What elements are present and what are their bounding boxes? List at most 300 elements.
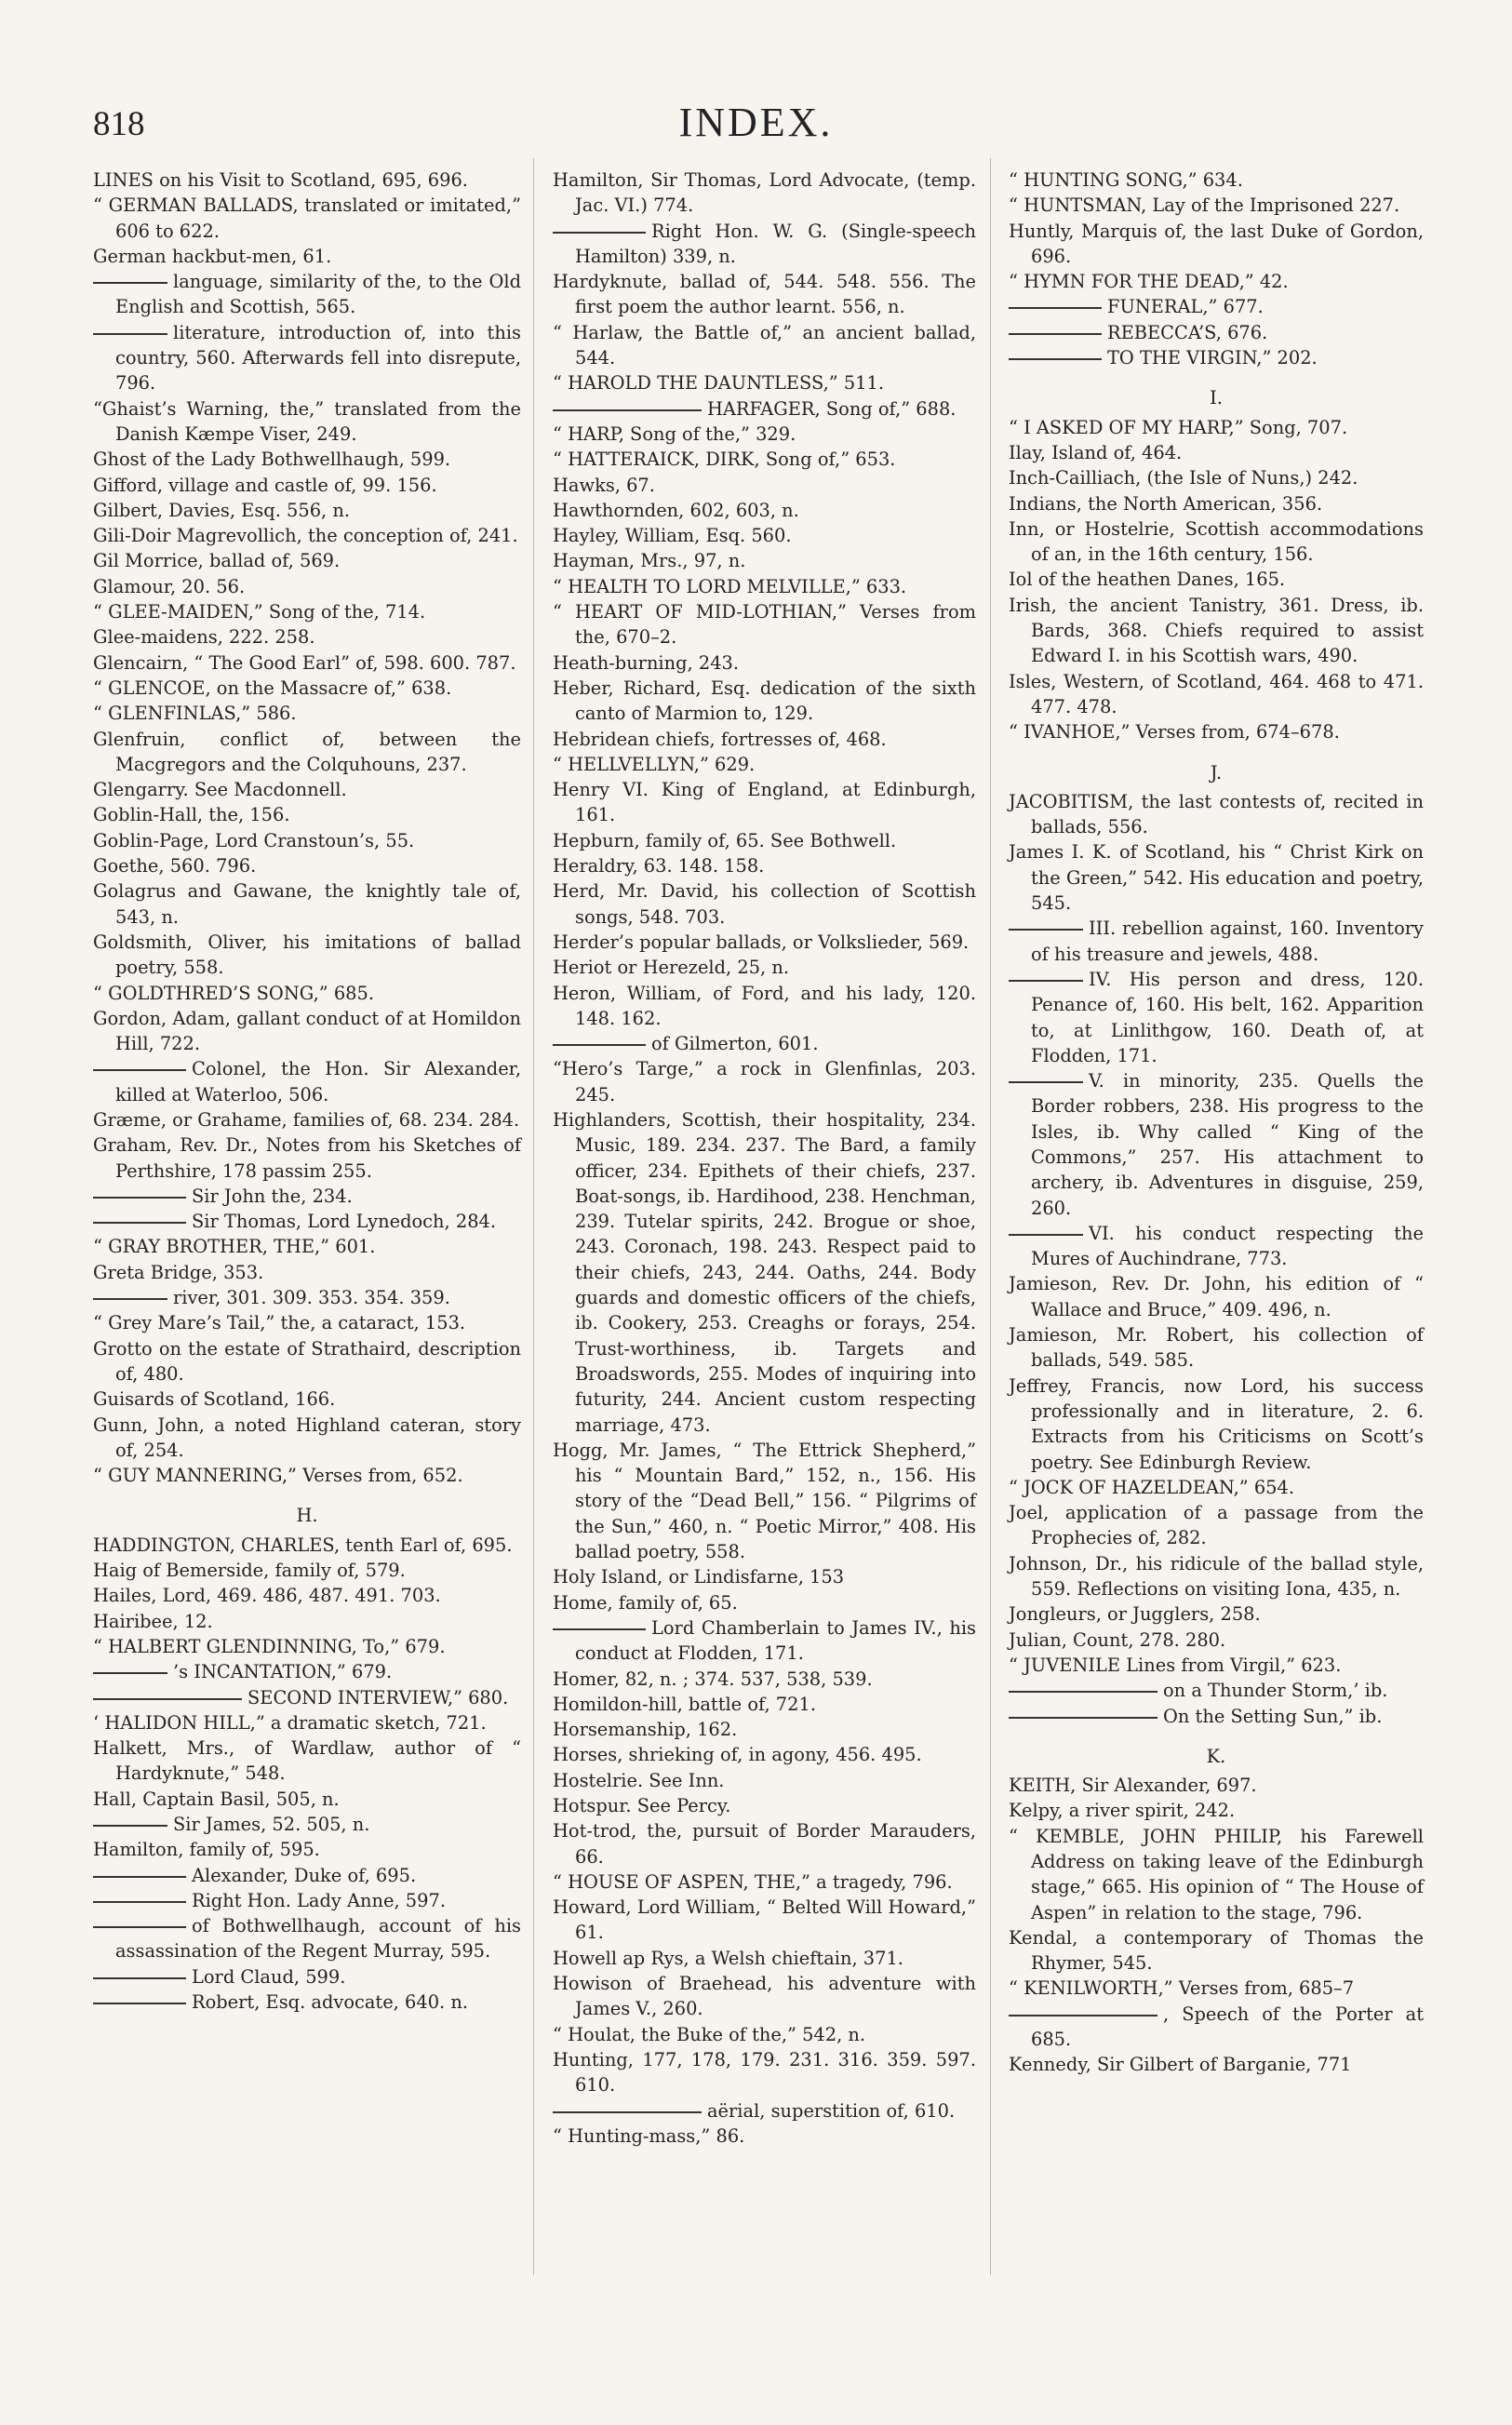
index-entry — [553, 523, 976, 548]
index-entry — [93, 1463, 521, 1488]
entry-text: “ GLENFINLAS,” 586. — [93, 703, 297, 725]
entry-text: river, 301. 309. 353. 354. 359. — [173, 1287, 450, 1309]
entry-text: Isles, Western, of Scotland, 464. 468 to 471. 477. 478. — [1009, 670, 1424, 717]
entry-text: J. — [1210, 761, 1223, 784]
ditto-dash — [93, 1698, 242, 1700]
page-number: 818 — [93, 105, 145, 143]
ditto-dash — [93, 282, 167, 284]
index-entry — [93, 599, 521, 624]
ditto-dash — [1009, 2015, 1157, 2016]
index-column-3 — [1009, 167, 1424, 2078]
entry-text: Goblin-Page, Lord Cranstoun’s, 55. — [93, 829, 415, 851]
index-entry — [93, 1533, 521, 1558]
entry-text: Gili-Doir Magrevollich, the conception of, 241. — [93, 525, 518, 547]
entry-text: Home, family of, 65. — [553, 1591, 738, 1614]
index-entry — [1009, 1475, 1424, 1500]
entry-text: ’s INCANTATION,” 679. — [173, 1661, 393, 1683]
entry-text: “ HUNTING SONG,” 634. — [1009, 169, 1243, 191]
index-entry — [1009, 669, 1424, 720]
entry-text: Kelpy, a river spirit, 242. — [1009, 1800, 1236, 1822]
index-entry — [553, 853, 976, 878]
entry-text: H. — [296, 1505, 318, 1527]
entry-text: Gunn, John, a noted Highland cateran, story of, 254. — [93, 1413, 521, 1461]
entry-text: Hostelrie. See Inn. — [553, 1769, 725, 1791]
entry-text: Henry VI. King of England, at Edinburgh, 161. — [553, 779, 976, 826]
index-entry — [1009, 465, 1424, 490]
index-entry — [1009, 916, 1424, 967]
index-entry — [553, 396, 976, 422]
index-entry — [553, 1667, 976, 1692]
entry-text: “ HELLVELLYN,” 629. — [553, 753, 756, 775]
entry-text: VI. his conduct respecting the Mures of Auchindrane, 773. — [1031, 1222, 1424, 1270]
index-entry — [553, 650, 976, 676]
ditto-dash — [1009, 333, 1102, 335]
entry-text: “Hero’s Targe,” a rock in Glenfinlas, 203. 245. — [553, 1058, 976, 1105]
index-entry — [553, 930, 976, 955]
entry-text: “ HARP, Song of the,” 329. — [553, 422, 796, 445]
entry-text: Glamour, 20. 56. — [93, 575, 246, 597]
index-entry — [1009, 1773, 1424, 1798]
ditto-dash — [93, 1222, 186, 1224]
ditto-dash — [553, 409, 702, 411]
index-entry — [553, 599, 976, 650]
entry-text: HADDINGTON, CHARLES, tenth Earl of, 695. — [93, 1534, 513, 1556]
index-entry — [1009, 719, 1424, 744]
index-entry — [93, 1056, 521, 1107]
index-entry — [93, 447, 521, 472]
entry-text: Horsemanship, 162. — [553, 1719, 738, 1741]
entry-text: Graham, Rev. Dr., Notes from his Sketches of Perthshire, 178 passim 255. — [93, 1134, 521, 1182]
index-entry — [93, 1107, 521, 1132]
entry-text: Hall, Captain Basil, 505, n. — [93, 1788, 340, 1810]
entry-text: Hawthornden, 602, 603, n. — [553, 499, 799, 521]
index-entry — [1009, 1373, 1424, 1475]
index-column-1 — [93, 167, 521, 2015]
entry-text: Hayman, Mrs., 97, n. — [553, 550, 746, 572]
entry-text: LINES on his Visit to Scotland, 695, 696. — [93, 169, 468, 191]
index-entry — [93, 624, 521, 650]
index-entry — [93, 930, 521, 981]
entry-text: Heron, William, of Ford, and his lady, 120. 148. 162. — [553, 982, 976, 1029]
index-entry — [1009, 1824, 1424, 1925]
index-entry — [93, 244, 521, 269]
index-entry — [553, 2022, 976, 2047]
entry-text: “ KEMBLE, JOHN PHILIP, his Farewell Address on taking leave of the Edinburgh stage,” 665. His opinion of “ The House of Aspen” in relation to the stage, 796. — [1009, 1825, 1424, 1923]
entry-text: Sir John the, 234. — [192, 1185, 353, 1207]
index-entry — [553, 1031, 976, 1056]
entry-text: literature, introduction of, into this country, 560. Afterwards fell into disrepute, 796. — [115, 321, 521, 395]
index-entry — [93, 1583, 521, 1608]
index-entry — [553, 1438, 976, 1564]
index-entry — [93, 701, 521, 726]
index-entry — [93, 396, 521, 448]
index-entry — [553, 676, 976, 727]
entry-text: “ GRAY BROTHER, THE,” 601. — [93, 1236, 376, 1258]
index-entry — [553, 2098, 976, 2124]
entry-text: JACOBITISM, the last contests of, recited in ballads, 556. — [1009, 790, 1424, 838]
entry-text: Ilay, Island of, 464. — [1009, 441, 1183, 463]
index-entry — [1009, 839, 1424, 916]
entry-text: III. rebellion against, 160. Inventory of his treasure and jewels, 488. — [1031, 918, 1424, 965]
ditto-dash — [1009, 1081, 1083, 1083]
index-entry — [93, 1837, 521, 1862]
ditto-dash — [553, 2111, 702, 2113]
entry-text: Glengarry. See Macdonnell. — [93, 779, 347, 801]
index-entry — [1009, 1653, 1424, 1678]
index-entry — [553, 878, 976, 930]
entry-text: Glee-maidens, 222. 258. — [93, 626, 315, 649]
entry-text: Græme, or Grahame, families of, 68. 234. 284. — [93, 1108, 520, 1131]
index-entry — [93, 802, 521, 827]
index-entry — [553, 727, 976, 752]
entry-text: Hebridean chiefs, fortresses of, 468. — [553, 728, 887, 750]
index-entry — [553, 269, 976, 320]
index-entry — [1009, 415, 1424, 440]
index-entry — [93, 1863, 521, 1888]
entry-text: Sir James, 52. 505, n. — [173, 1814, 370, 1835]
index-entry — [1009, 320, 1424, 345]
index-entry — [93, 1659, 521, 1684]
entry-text: Golagrus and Gawane, the knightly tale of, 543, n. — [93, 880, 521, 928]
index-entry — [93, 1285, 521, 1310]
index-entry — [553, 219, 976, 270]
entry-text: Kennedy, Sir Gilbert of Barganie, 771 — [1009, 2054, 1352, 2076]
entry-text: “ GERMAN BALLADS, translated or imitated,” 606 to 622. — [93, 194, 521, 242]
index-entry — [93, 1387, 521, 1412]
entry-text: Jamieson, Mr. Robert, his collection of ballads, 549. 585. — [1009, 1324, 1424, 1372]
index-entry — [93, 193, 521, 244]
index-entry — [93, 1634, 521, 1659]
index-entry — [553, 1056, 976, 1107]
index-entry — [1009, 1678, 1424, 1703]
entry-text: REBECCA’S, 676. — [1107, 321, 1268, 343]
entry-text: Heath-burning, 243. — [553, 651, 740, 674]
entry-text: language, similarity of the, to the Old English and Scottish, 565. — [115, 271, 521, 318]
ditto-dash — [93, 1672, 167, 1674]
entry-text: “ JOCK OF HAZELDEAN,” 654. — [1009, 1476, 1295, 1498]
index-entry — [93, 523, 521, 548]
entry-text: Howison of Braehead, his adventure with James V., 260. — [553, 1973, 976, 2020]
entry-text: “ HUNTSMAN, Lay of the Imprisoned 227. — [1009, 194, 1400, 217]
entry-text: Huntly, Marquis of, the last Duke of Gordon, 696. — [1009, 220, 1424, 267]
index-entry — [93, 878, 521, 930]
entry-text: Johnson, Dr., his ridicule of the ballad style, 559. Reflections on visiting Iona, 435, n. — [1009, 1552, 1424, 1601]
index-entry — [1009, 219, 1424, 270]
index-entry — [1009, 1798, 1424, 1823]
ditto-dash — [93, 1977, 186, 1979]
entry-text: “ HALBERT GLENDINNING, To,” 679. — [93, 1635, 446, 1657]
entry-text: “Ghaist’s Warning, the,” translated from the Danish Kæmpe Viser, 249. — [93, 397, 521, 445]
entry-text: Hogg, Mr. James, “ The Ettrick Shepherd,” his “ Mountain Bard,” 152, n., 156. His story of the “Dead Bell,” 156. “ Pilgrims of the Sun,” 460, n. “ Poetic Mirror,” 408. His ballad poetry, 558. — [553, 1439, 976, 1563]
index-entry — [93, 1812, 521, 1837]
entry-text: IV. His person and dress, 120. Penance of, 160. His belt, 162. Apparition to, at Linlithgow, 160. Death of, at Flodden, 171. — [1031, 968, 1424, 1066]
index-entry — [93, 650, 521, 676]
index-entry — [1009, 440, 1424, 465]
entry-text: of Gilmerton, 601. — [651, 1033, 819, 1055]
entry-text: Hailes, Lord, 469. 486, 487. 491. 703. — [93, 1585, 441, 1607]
entry-text: , Speech of the Porter at 685. — [1031, 2003, 1424, 2051]
entry-text: “ Harlaw, the Battle of,” an ancient ballad, 544. — [553, 321, 976, 369]
entry-text: Heraldry, 63. 148. 158. — [553, 855, 765, 878]
index-entry — [553, 1971, 976, 2022]
index-entry — [553, 1717, 976, 1742]
index-entry — [93, 548, 521, 573]
entry-text: Howell ap Rys, a Welsh chieftain, 371. — [553, 1947, 903, 1969]
index-entry — [93, 1913, 521, 1964]
entry-text: “ I ASKED OF MY HARP,” Song, 707. — [1009, 416, 1348, 438]
entry-text: SECOND INTERVIEW,” 680. — [248, 1686, 509, 1708]
entry-text: Hotspur. See Percy. — [553, 1795, 731, 1816]
ditto-dash — [553, 1628, 646, 1630]
entry-text: Jeffrey, Francis, now Lord, his success professionally and in literature, 2. 6. Extracts from his Criticisms on Scott’s poetry. See Edinburgh Review. — [1009, 1374, 1424, 1473]
entry-text: “ HATTERAICK, DIRK, Song of,” 653. — [553, 449, 896, 471]
index-entry — [1009, 593, 1424, 669]
entry-text: “ HOUSE OF ASPEN, THE,” a tragedy, 796. — [553, 1870, 953, 1893]
index-entry — [553, 574, 976, 599]
index-entry — [93, 777, 521, 802]
entry-text: Indians, the North American, 356. — [1009, 492, 1323, 515]
index-entry — [553, 447, 976, 472]
entry-text: “ KENILWORTH,” Verses from, 685–7 — [1009, 1977, 1355, 2000]
entry-text: TO THE VIRGIN,” 202. — [1107, 347, 1318, 369]
index-entry — [553, 1946, 976, 1971]
entry-text: Gordon, Adam, gallant conduct of at Homildon Hill, 722. — [93, 1007, 521, 1055]
index-entry — [1009, 1221, 1424, 1272]
ditto-dash — [93, 333, 167, 335]
index-entry — [93, 473, 521, 498]
index-entry — [93, 1260, 521, 1285]
index-entry — [93, 1990, 521, 2015]
entry-text: “ GUY MANNERING,” Verses from, 652. — [93, 1465, 463, 1487]
entry-text: KEITH, Sir Alexander, 697. — [1009, 1775, 1257, 1797]
index-entry — [553, 320, 976, 371]
index-column-2 — [553, 167, 976, 2149]
entry-text: V. in minority, 235. Quells the Border robbers, 238. His progress to the Isles, ib. Why called “ King of the Commons,” 257. His attachment to archery, ib. Adventures in disguise, 259, 260. — [1031, 1070, 1424, 1219]
ditto-dash — [93, 1901, 186, 1903]
index-entry — [93, 1132, 521, 1184]
entry-text: Homildon-hill, battle of, 721. — [553, 1693, 816, 1715]
entry-text: Hepburn, family of, 65. See Bothwell. — [553, 829, 897, 851]
ditto-dash — [93, 1197, 186, 1199]
entry-text: Hunting, 177, 178, 179. 231. 316. 359. 597. 610. — [553, 2048, 976, 2097]
entry-text: Gil Morrice, ballad of, 569. — [93, 550, 341, 572]
ditto-dash — [93, 2003, 186, 2004]
index-entry — [1009, 2002, 1424, 2053]
entry-text: Haig of Bemerside, family of, 579. — [93, 1560, 406, 1582]
index-entry — [1009, 789, 1424, 840]
index-entry — [93, 1310, 521, 1335]
index-entry — [553, 1818, 976, 1869]
entry-text: “ HAROLD THE DAUNTLESS,” 511. — [553, 372, 885, 395]
section-letter — [1009, 760, 1424, 785]
entry-text: Ghost of the Lady Bothwellhaugh, 599. — [93, 449, 451, 471]
entry-text: Gilbert, Davies, Esq. 556, n. — [93, 499, 351, 521]
entry-text: Alexander, Duke of, 695. — [192, 1864, 417, 1886]
entry-text: James I. K. of Scotland, his “ Christ Kirk on the Green,” 542. His education and poetry, 545. — [1009, 841, 1424, 915]
index-entry — [553, 370, 976, 395]
entry-text: Lord Claud, 599. — [192, 1965, 346, 1988]
entry-text: FUNERAL,” 677. — [1107, 296, 1264, 318]
index-entry — [553, 1107, 976, 1438]
index-entry — [1009, 567, 1424, 592]
entry-text: Jamieson, Rev. Dr. John, his edition of “ Wallace and Bruce,” 409. 496, n. — [1009, 1273, 1424, 1320]
entry-text: Highlanders, Scottish, their hospitality, 234. Music, 189. 234. 237. The Bard, a family officer, 234. Epithets of their chiefs, 237. Boat-songs, ib. Hardihood, 238. Henchman, 239. Tutelar spirits, 242. Brogue or shoe, 243. Coronach, 198. 243. Respect paid to their chiefs, 243, 244. Oaths, 244. Body guards and domestic officers of the chiefs, ib. Cookery, 253. Creaghs or forays, 254. Trust-worthiness, ib. Targets and Broadswords, 255. Modes of inquiring into futurity, 244. Ancient custom respecting marriage, 473. — [553, 1108, 976, 1436]
entry-text: Heriot or Herezeld, 25, n. — [553, 957, 790, 979]
index-entry — [93, 1609, 521, 1634]
entry-text: ‘ HALIDON HILL,” a dramatic sketch, 721. — [93, 1711, 487, 1734]
index-entry — [1009, 294, 1424, 319]
index-entry — [553, 2047, 976, 2098]
index-entry — [553, 1768, 976, 1793]
index-entry — [1009, 491, 1424, 516]
entry-text: “ HEART OF MID-LOTHIAN,” Verses from the, 670–2. — [553, 601, 976, 649]
index-entry — [93, 1006, 521, 1057]
index-entry — [553, 1793, 976, 1818]
entry-text: “ JUVENILE Lines from Virgil,” 623. — [1009, 1654, 1342, 1676]
entry-text: Iol of the heathen Danes, 165. — [1009, 569, 1286, 591]
entry-text: Inn, or Hostelrie, Scottish accommodations of an, in the 16th century, 156. — [1009, 517, 1424, 566]
entry-text: Hamilton, family of, 595. — [93, 1839, 320, 1861]
ditto-dash — [1009, 980, 1083, 982]
entry-text: Glenfruin, conflict of, between the Macgregors and the Colquhouns, 237. — [93, 728, 521, 775]
entry-text: Herder’s popular ballads, or Volkslieder, 569. — [553, 931, 970, 953]
index-entry — [93, 1209, 521, 1234]
index-entry — [93, 320, 521, 396]
entry-text: Goblin-Hall, the, 156. — [93, 804, 290, 826]
index-entry — [1009, 1322, 1424, 1373]
index-entry — [1009, 167, 1424, 193]
ditto-dash — [93, 1069, 186, 1071]
ditto-dash — [93, 1876, 186, 1878]
entry-text: Hayley, William, Esq. 560. — [553, 525, 792, 547]
entry-text: “ HEALTH TO LORD MELVILLE,” 633. — [553, 575, 907, 597]
index-entry — [93, 1234, 521, 1259]
entry-text: “ Houlat, the Buke of the,” 542, n. — [553, 2023, 866, 2045]
index-entry — [553, 1895, 976, 1946]
entry-text: Grotto on the estate of Strathaird, description of, 480. — [93, 1337, 521, 1385]
index-entry — [93, 574, 521, 599]
index-entry — [553, 422, 976, 447]
ditto-dash — [553, 232, 646, 234]
entry-text: “ Hunting-mass,” 86. — [553, 2124, 745, 2147]
index-entry — [93, 167, 521, 193]
ditto-dash — [93, 1298, 167, 1300]
index-entry — [1009, 967, 1424, 1068]
index-entry — [553, 828, 976, 853]
index-entry — [93, 498, 521, 523]
entry-text: Jongleurs, or Jugglers, 258. — [1009, 1603, 1261, 1626]
index-entry — [93, 1558, 521, 1583]
index-entry — [1009, 269, 1424, 294]
index-entry — [93, 1184, 521, 1209]
ditto-dash — [93, 1926, 186, 1928]
index-entry — [553, 498, 976, 523]
entry-text: on a Thunder Storm,’ ib. — [1163, 1680, 1388, 1702]
index-entry — [553, 1869, 976, 1895]
index-entry — [553, 2124, 976, 2149]
entry-text: Hardyknute, ballad of, 544. 548. 556. The first poem the author learnt. 556, n. — [553, 271, 976, 318]
entry-text: Hot-trod, the, pursuit of Border Marauders, 66. — [553, 1820, 976, 1868]
entry-text: Goldsmith, Oliver, his imitations of ballad poetry, 558. — [93, 931, 521, 979]
page-header — [0, 0, 1512, 145]
column-divider — [533, 158, 534, 2275]
entry-text: “ GLEE-MAIDEN,” Song of the, 714. — [93, 601, 426, 623]
index-entry — [93, 981, 521, 1006]
index-entry — [1009, 1925, 1424, 1976]
ditto-dash — [553, 1044, 646, 1046]
index-entry — [553, 1564, 976, 1589]
index-entry — [553, 1742, 976, 1767]
entry-text: Holy Island, or Lindisfarne, 153 — [553, 1566, 845, 1588]
entry-text: German hackbut-men, 61. — [93, 245, 332, 267]
entry-text: Hamilton, Sir Thomas, Lord Advocate, (temp. Jac. VI.) 774. — [553, 169, 976, 217]
index-entry — [93, 676, 521, 701]
index-entry — [1009, 1601, 1424, 1627]
ditto-dash — [1009, 1717, 1157, 1719]
index-entry — [1009, 1500, 1424, 1551]
ditto-dash — [1009, 929, 1083, 931]
index-entry — [93, 1735, 521, 1787]
entry-text: Inch-Cailliach, (the Isle of Nuns,) 242. — [1009, 467, 1358, 489]
entry-text: Right Hon. W. G. (Single-speech Hamilton) 339, n. — [575, 220, 976, 267]
entry-text: HARFAGER, Song of,” 688. — [707, 397, 957, 420]
entry-text: Colonel, the Hon. Sir Alexander, killed at Waterloo, 506. — [115, 1058, 521, 1105]
section-letter — [93, 1503, 521, 1528]
entry-text: Joel, application of a passage from the Prophecies of, 282. — [1009, 1502, 1424, 1549]
index-entry — [93, 1964, 521, 1990]
ditto-dash — [1009, 1691, 1157, 1693]
entry-text: K. — [1206, 1745, 1226, 1767]
index-entry — [1009, 1628, 1424, 1653]
index-entry — [1009, 1068, 1424, 1221]
entry-text: Herd, Mr. David, his collection of Scottish songs, 548. 703. — [553, 880, 976, 928]
entry-text: Hawks, 67. — [553, 474, 655, 496]
entry-text: “ HYMN FOR THE DEAD,” 42. — [1009, 271, 1289, 293]
index-entry — [1009, 2052, 1424, 2077]
index-entry — [93, 727, 521, 778]
entry-text: aërial, superstition of, 610. — [707, 2099, 956, 2122]
index-entry — [553, 777, 976, 828]
column-divider — [990, 158, 991, 2275]
entry-text: Lord Chamberlain to James IV., his conduct at Flodden, 171. — [575, 1616, 976, 1665]
index-entry — [1009, 1704, 1424, 1729]
index-entry — [93, 269, 521, 320]
entry-text: Hairibee, 12. — [93, 1610, 213, 1632]
entry-text: Right Hon. Lady Anne, 597. — [192, 1889, 446, 1911]
entry-text: Kendal, a contemporary of Thomas the Rhymer, 545. — [1009, 1926, 1424, 1975]
entry-text: Gifford, village and castle of, 99. 156. — [93, 474, 437, 496]
index-entry — [553, 1615, 976, 1667]
section-letter — [1009, 385, 1424, 410]
entry-text: Howard, Lord William, “ Belted Will Howard,” 61. — [553, 1896, 976, 1944]
entry-text: “ GOLDTHRED’S SONG,” 685. — [93, 982, 375, 1004]
entry-text: Heber, Richard, Esq. dedication of the sixth canto of Marmion to, 129. — [553, 677, 976, 725]
ditto-dash — [1009, 307, 1102, 309]
index-entry — [1009, 1271, 1424, 1322]
entry-text: “ GLENCOE, on the Massacre of,” 638. — [93, 677, 452, 699]
entry-text: “ Grey Mare’s Tail,” the, a cataract, 153. — [93, 1312, 466, 1334]
entry-text: “ IVANHOE,” Verses from, 674–678. — [1009, 721, 1340, 744]
index-entry — [1009, 345, 1424, 370]
index-entry — [1009, 1551, 1424, 1602]
index-entry — [1009, 1976, 1424, 2001]
index-entry — [1009, 193, 1424, 218]
entry-text: Irish, the ancient Tanistry, 361. Dress, ib. Bards, 368. Chiefs required to assist Edward I. in his Scottish wars, 490. — [1009, 594, 1424, 667]
ditto-dash — [1009, 358, 1102, 360]
index-entry — [93, 1336, 521, 1387]
index-entry — [93, 1787, 521, 1812]
index-entry — [93, 853, 521, 878]
